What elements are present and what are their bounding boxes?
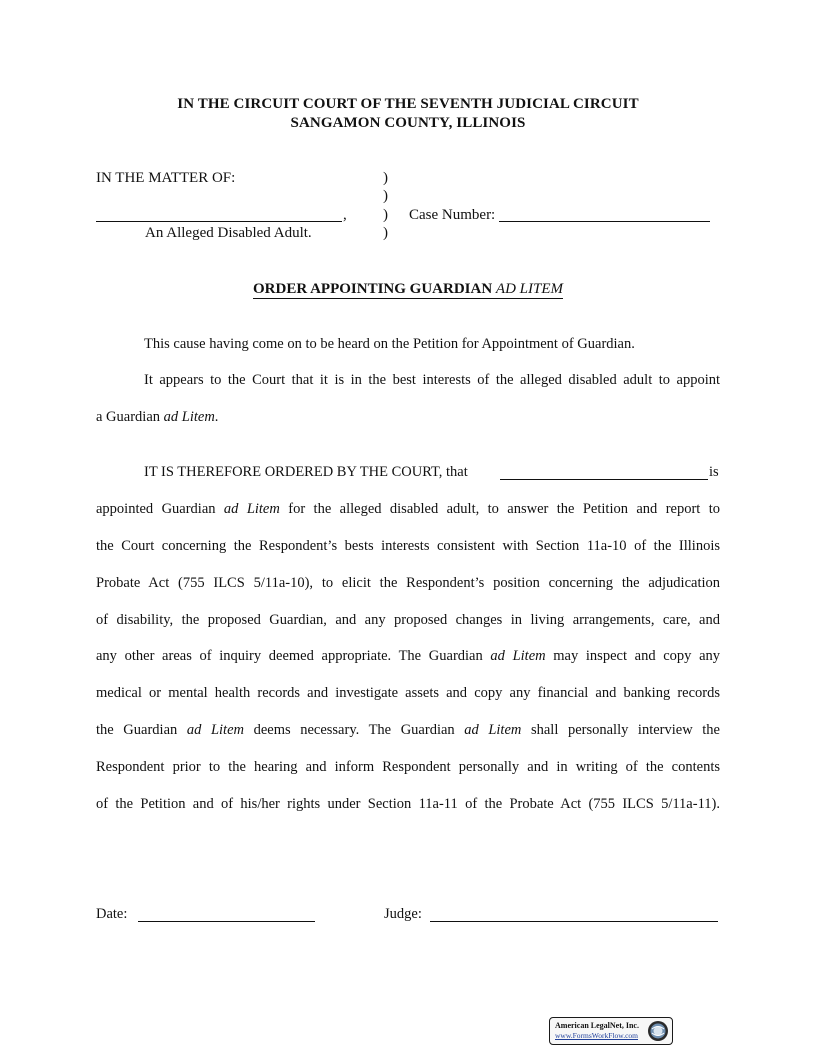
order-line-7-text: medical or mental health records and investigate assets and copy any financial and banking records [96, 685, 720, 701]
ad-litem-term: ad Litem [464, 722, 522, 738]
order-line-10-text: of the Petition and of his/her rights under Section 11a-11 of the Probate Act (755 ILCS 5/11a-11). [96, 796, 720, 812]
order-line-3 [96, 538, 720, 555]
logo-company-name: American LegalNet, Inc. [555, 1021, 639, 1030]
order-line-2 [96, 501, 720, 518]
judge-label: Judge: [384, 906, 422, 922]
order-line-10 [96, 796, 720, 813]
order-line-2-pre: appointed Guardian [96, 501, 224, 517]
court-name-heading: IN THE CIRCUIT COURT OF THE SEVENTH JUDICIAL CIRCUIT [177, 96, 639, 112]
best-interests-line-1: It appears to the Court that it is in the best interests of the alleged disabled adult to appoint [144, 372, 720, 388]
order-line-8-post: shall personally interview the [521, 722, 720, 738]
globe-icon [647, 1020, 669, 1042]
case-number-label: Case Number: [409, 207, 496, 223]
county-heading: SANGAMON COUNTY, ILLINOIS [290, 115, 526, 131]
order-title [0, 281, 816, 298]
caption-paren: ) [383, 207, 388, 223]
paragraph-petition-heard: This cause having come on to be heard on the Petition for Appointment of Guardian. [144, 336, 635, 352]
ad-litem-term: ad Litem [490, 648, 546, 664]
respondent-comma: , [343, 207, 347, 223]
order-line-1-is: is [709, 464, 719, 480]
order-line-6-pre: any other areas of inquiry deemed appropriate. The Guardian [96, 648, 491, 664]
date-field[interactable] [138, 906, 315, 922]
period: . [214, 409, 219, 425]
ad-litem-term: ad Litem [186, 722, 244, 738]
ad-litem-term: ad Litem [163, 409, 215, 425]
order-line-3-text: the Court concerning the Respondent’s bests interests consistent with Section 11a-10 of the Illinois [96, 538, 720, 554]
american-legalnet-logo[interactable] [549, 1017, 673, 1045]
order-line-8 [96, 722, 720, 739]
order-line-4-text: Probate Act (755 ILCS 5/11a-10), to elicit the Respondent’s position concerning the adjudication [96, 575, 720, 591]
respondent-label: An Alleged Disabled Adult. [145, 225, 312, 241]
best-interests-line-2-text: a Guardian [96, 409, 164, 425]
order-title-italic: AD LITEM [495, 281, 564, 297]
case-number-field[interactable] [499, 207, 710, 222]
caption-paren: ) [383, 188, 388, 204]
respondent-name-field[interactable] [96, 207, 342, 222]
order-line-9 [96, 759, 720, 776]
order-line-5 [96, 612, 720, 629]
order-line-8-pre: the Guardian [96, 722, 187, 738]
logo-url: www.FormsWorkFlow.com [555, 1031, 639, 1040]
order-line-7 [96, 685, 720, 702]
order-line-1-text: IT IS THEREFORE ORDERED BY THE COURT, that [144, 464, 468, 480]
ad-litem-term: ad Litem [223, 501, 280, 517]
judge-signature-field[interactable] [430, 906, 718, 922]
paragraph-best-interests [144, 372, 720, 389]
order-line-2-post: for the alleged disabled adult, to answer the Petition and report to [279, 501, 720, 517]
date-label: Date: [96, 906, 128, 922]
matter-label: IN THE MATTER OF: [96, 170, 236, 186]
order-title-main: ORDER APPOINTING GUARDIAN [252, 281, 493, 297]
best-interests-line-2 [96, 409, 218, 426]
caption-paren: ) [383, 225, 388, 241]
order-line-4 [96, 575, 720, 592]
order-line-6 [96, 648, 720, 665]
caption-paren: ) [383, 170, 388, 186]
order-line-1 [144, 464, 468, 481]
order-line-5-text: of disability, the proposed Guardian, and any proposed changes in living arrangements, care, and [96, 612, 720, 628]
order-line-9-text: Respondent prior to the hearing and inform Respondent personally and in writing of the contents [96, 759, 720, 775]
order-line-6-post: may inspect and copy any [545, 648, 721, 664]
guardian-name-field[interactable] [500, 464, 708, 480]
order-line-8-mid: deems necessary. The Guardian [243, 722, 465, 738]
